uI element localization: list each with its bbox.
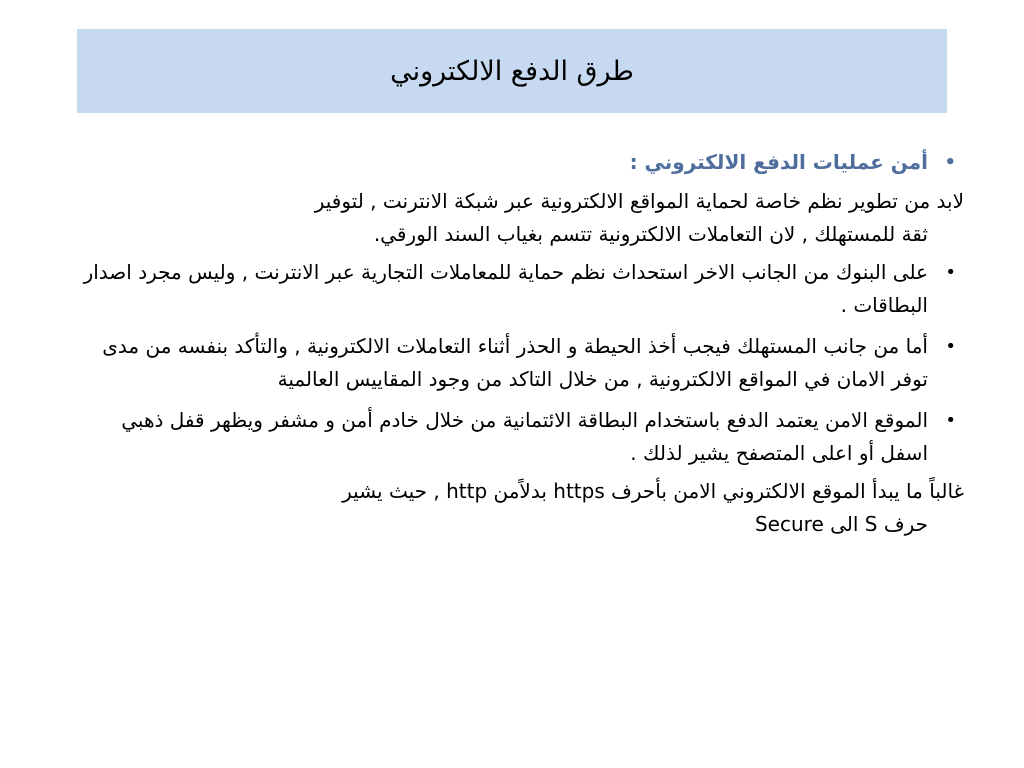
slide-title: طرق الدفع الالكتروني <box>390 55 634 87</box>
bullet-dot-icon: • <box>945 336 956 357</box>
https-line-1: غالباً ما يبدأ الموقع الالكتروني الامن بأحرف https بدلاًمن http , حيث يشير <box>342 479 964 503</box>
bullet-dot-icon: • <box>945 410 956 431</box>
bullet-dot-icon: • <box>945 262 956 283</box>
bullet-secure-site-text: الموقع الامن يعتمد الدفع باستخدام البطاقة الائتمانية من خلال خادم أمن و مشفر ويظهر قفل ذهبي اسفل أو اعلى المتصفح يشير لذلك . <box>121 408 928 465</box>
slide-body <box>78 146 964 541</box>
bullet-dot-icon: • <box>944 152 956 173</box>
intro-line-1: لابد من تطوير نظم خاصة لحماية المواقع الالكترونية عبر شبكة الانترنت , لتوفير <box>314 189 964 213</box>
https-line-2: حرف S الى Secure <box>754 512 928 536</box>
bullet-banks <box>78 256 964 322</box>
section-heading <box>78 146 964 179</box>
bullet-secure-site <box>78 404 964 470</box>
section-heading-text: أمن عمليات الدفع الالكتروني : <box>629 150 928 174</box>
intro-paragraph <box>78 185 964 251</box>
bullet-banks-text: على البنوك من الجانب الاخر استحداث نظم حماية للمعاملات التجارية عبر الانترنت , وليس مجرد اصدار البطاقات . <box>83 260 928 317</box>
bullet-consumer-text: أما من جانب المستهلك فيجب أخذ الحيطة و الحذر أثناء التعاملات الالكترونية , والتأكد بنفسه من مدى توفر الامان في المواقع الالكترونية , من خلال التاكد من وجود المقاييس العالمية <box>102 334 928 391</box>
https-paragraph <box>78 475 964 541</box>
title-banner <box>77 29 947 113</box>
intro-line-2: ثقة للمستهلك , لان التعاملات الالكترونية تتسم بغياب السند الورقي. <box>373 222 928 246</box>
bullet-consumer <box>78 330 964 396</box>
